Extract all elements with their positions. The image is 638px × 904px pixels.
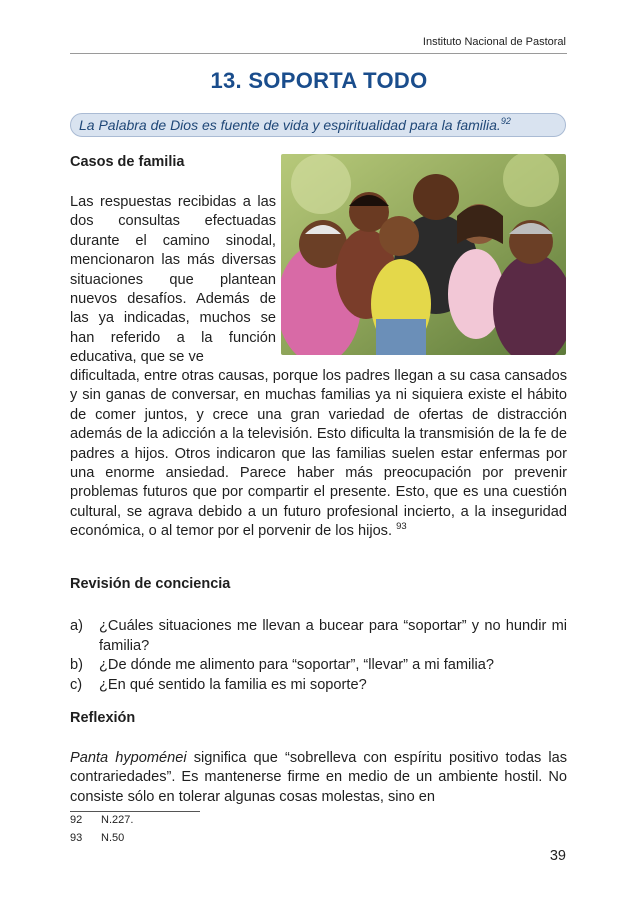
question-list xyxy=(70,617,567,695)
family-photo xyxy=(281,154,566,355)
list-item-marker: b) xyxy=(70,657,83,674)
list-item xyxy=(70,676,567,696)
footnote-92 xyxy=(70,814,133,826)
header-rule xyxy=(70,53,567,54)
note-ref-93: 93 xyxy=(396,521,407,533)
footnote-number: 92 xyxy=(70,814,83,826)
banner-note-ref: 92 xyxy=(500,116,511,126)
family-photo-illustration xyxy=(281,154,566,355)
list-item-text: ¿Cuáles situaciones me llevan a bucear para “soportar” y no hundir mi familia? xyxy=(99,618,567,654)
list-item-text: ¿En qué sentido la familia es mi soporte? xyxy=(99,676,367,693)
footnote-number: 93 xyxy=(70,832,83,844)
page-number: 39 xyxy=(549,848,566,864)
list-item xyxy=(70,656,567,676)
banner-text: La Palabra de Dios es fuente de vida y espiritualidad para la familia. xyxy=(79,117,501,133)
scripture-banner xyxy=(70,113,566,137)
footnote-rule xyxy=(70,811,200,812)
section-heading-casos: Casos de familia xyxy=(70,154,185,170)
paragraph-reflexion-text: significa que “sobrelleva con espíritu positivo todas las contrariedades”. Es mantenerse firme en medio de un ambiente hostil. No consiste sólo en tolerar algunas cosas molestas, sino en xyxy=(70,750,567,805)
footnote-text: N.227. xyxy=(101,814,134,826)
section-heading-reflexion: Reflexión xyxy=(70,710,136,726)
paragraph-casos-wrapped: Las respuestas recibidas a las dos consultas efectuadas durante el camino sinodal, mencionaron las más diversas situaciones que plantean nuevos desafíos. Además de las ya indicadas, muchos se han referido a la función educativa, que se ve xyxy=(70,194,276,366)
running-header: Instituto Nacional de Pastoral xyxy=(422,36,566,48)
chapter-title: 13. SOPORTA TODO xyxy=(210,68,428,93)
paragraph-casos-continued xyxy=(70,367,567,542)
list-item-text: ¿De dónde me alimento para “soportar”, “llevar” a mi familia? xyxy=(99,657,494,674)
list-item xyxy=(70,617,567,656)
paragraph-reflexion xyxy=(70,749,567,807)
footnote-93 xyxy=(70,832,124,844)
section-heading-revision: Revisión de conciencia xyxy=(70,576,231,592)
list-item-marker: c) xyxy=(70,676,83,693)
list-item-marker: a) xyxy=(70,618,83,634)
paragraph-casos-continued-text: dificultada, entre otras causas, porque los padres llegan a su casa cansados y sin ganas de conversar, en muchas familias ya ni siquiera existe el hábito de comer juntos, y crece una gran variedad de ofertas de distracción además de la adicción a la televisión. Esto dificulta la transmisión de la fe de padres a hijos. Otros indicaron que las familias suelen estar enfermas por una enorme ansiedad. Parece haber más preocupación por prevenir problemas futuros que por compartir el presente. Esto, que es una cuestión cultural, se agrava debido a un futuro profesional incierto, a la inseguridad económica, o al temor por el porvenir de los hijos. xyxy=(70,368,567,540)
term-panta-hypomenei: Panta hypoménei xyxy=(70,750,187,766)
footnote-text: N.50 xyxy=(101,832,125,844)
